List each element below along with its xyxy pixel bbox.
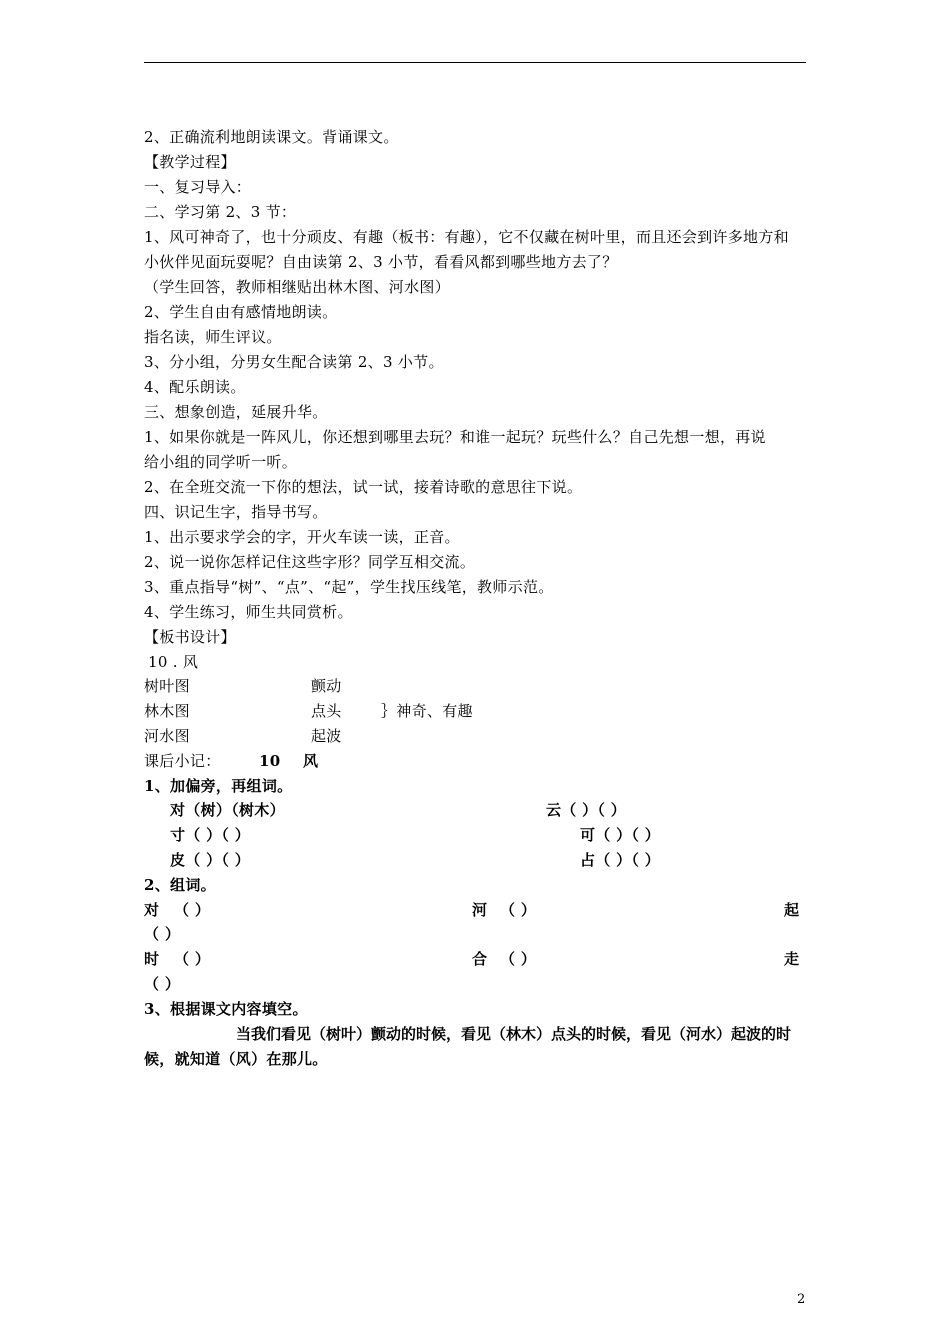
exercise-text: 当我们看见（树叶）颤动的时候，看见（林木）点头的时候，看见（河水）起波的时 — [236, 1025, 792, 1043]
text-line: 二、学习第 2、3 节： — [144, 203, 297, 221]
answer-blank: （ ） — [174, 901, 211, 919]
exercise-char: 起 — [784, 901, 800, 919]
answer-blank: （ ） — [500, 950, 537, 968]
answer-blank: （ ） — [500, 901, 537, 919]
notes-label: 课后小记： — [144, 752, 221, 770]
text-line: 2、说一说你怎样记住这些字形？同学互相交流。 — [144, 553, 476, 571]
text-line: 1、风可神奇了，也十分顽皮、有趣（板书：有趣），它不仅藏在树叶里，而且还会到许多地方和 — [144, 228, 789, 246]
board-item: 树叶图 — [144, 677, 190, 695]
exercise-item: 对（树）（树木） — [170, 801, 285, 819]
text-line: 3、重点指导“树”、“点”、“起”，学生找压线笔，教师示范。 — [144, 578, 554, 596]
text-line: 一、复习导入： — [144, 178, 252, 196]
exercise-char: 对 — [144, 901, 160, 919]
exercise-char: 河 — [472, 901, 488, 919]
board-item: 颤动 — [311, 677, 342, 695]
text-line: 2、学生自由有感情地朗读。 — [144, 303, 338, 321]
exercise-item: 可（ ）（ ） — [580, 826, 661, 844]
section-heading: 【板书设计】 — [144, 628, 236, 646]
text-line: 4、学生练习，师生共同赏析。 — [144, 603, 353, 621]
text-line: 小伙伴见面玩耍呢？自由读第 2、3 小节，看看风都到哪些地方去了？ — [144, 253, 618, 271]
exercise-item: 皮（ ）（ ） — [170, 851, 251, 869]
text-line: 1、如果你就是一阵风儿，你还想到哪里去玩？和谁一起玩？玩些什么？自己先想一想，再说 — [144, 428, 766, 446]
notes-number: 10 — [259, 752, 281, 770]
answer-blank: （ ） — [144, 925, 181, 943]
exercise-char: 合 — [472, 950, 488, 968]
exercise-item: 寸（ ）（ ） — [170, 826, 251, 844]
text-line: 三、想象创造，延展升华。 — [144, 403, 328, 421]
text-line: 指名读，师生评议。 — [144, 328, 282, 346]
board-item: 起波 — [311, 727, 342, 745]
exercise-char: 时 — [144, 950, 160, 968]
exercise-item: 云（ ）（ ） — [546, 801, 627, 819]
board-item: 河水图 — [144, 727, 190, 745]
exercise-title: 1、加偏旁，再组词。 — [144, 777, 293, 795]
exercise-text: 候，就知道（风）在那儿。 — [144, 1050, 328, 1068]
notes-title: 风 — [303, 752, 319, 770]
section-heading: 【教学过程】 — [144, 153, 236, 171]
text-line: 1、出示要求学会的字，开火车读一读，正音。 — [144, 528, 460, 546]
header-rule — [144, 62, 806, 63]
exercise-title: 3、根据课文内容填空。 — [144, 1000, 308, 1018]
answer-blank: （ ） — [144, 975, 181, 993]
text-line: 2、正确流利地朗读课文。背诵课文。 — [144, 128, 399, 146]
board-item: 林木图 — [144, 702, 190, 720]
text-line: 3、分小组，分男女生配合读第 2、3 小节。 — [144, 353, 444, 371]
page-number: 2 — [797, 1292, 806, 1307]
text-line: 四、识记生字，指导书写。 — [144, 503, 328, 521]
board-title: 10 . 风 — [148, 653, 199, 671]
board-item: 点头 — [311, 702, 342, 720]
exercise-title: 2、组词。 — [144, 876, 216, 894]
exercise-char: 走 — [784, 950, 800, 968]
text-line: 4、配乐朗读。 — [144, 378, 246, 396]
exercise-item: 占（ ）（ ） — [580, 851, 661, 869]
text-line: 给小组的同学听一听。 — [144, 453, 298, 471]
text-line: （学生回答，教师相继贴出林木图、河水图） — [144, 278, 451, 296]
text-line: 2、在全班交流一下你的想法，试一试，接着诗歌的意思往下说。 — [144, 478, 583, 496]
board-brace: ｝神奇、有趣 — [381, 702, 473, 720]
answer-blank: （ ） — [174, 950, 211, 968]
